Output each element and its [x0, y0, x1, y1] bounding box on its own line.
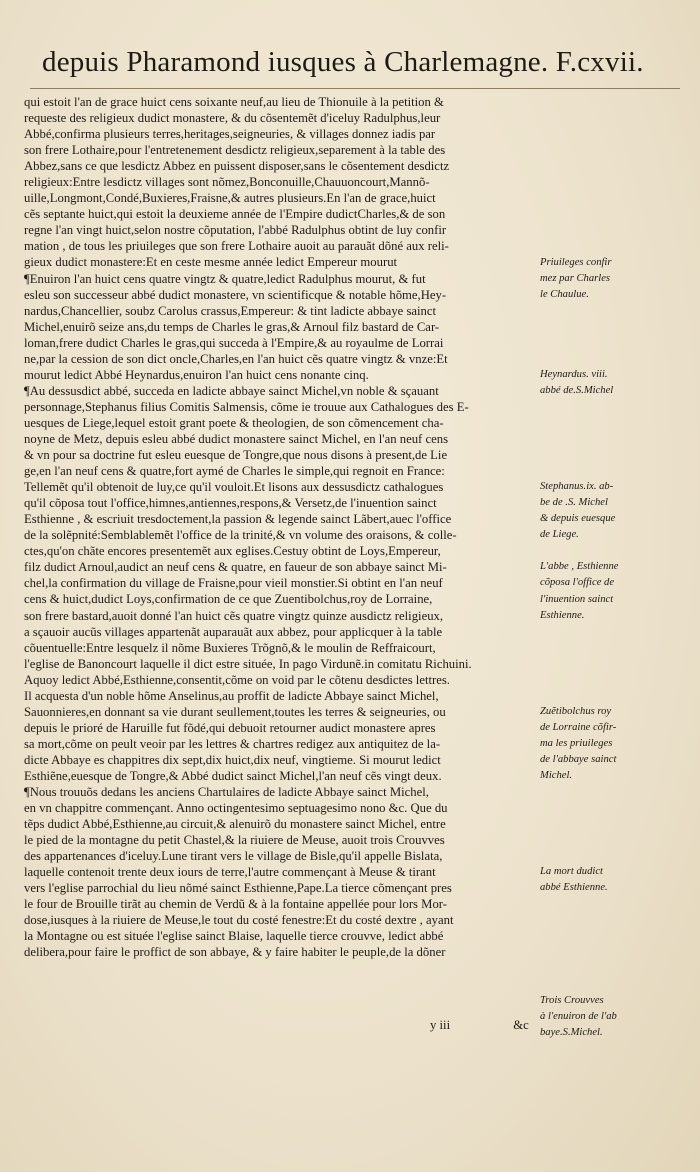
text-line: son frere Lothaire,pour l'entretenement desdictz religieux,separement à la table des — [24, 143, 446, 158]
text-line: loman,frere dudict Charles le gras,qui succeda à l'Empire,& au royaulme de Lorrai — [24, 335, 444, 350]
catchword: &c — [513, 1018, 529, 1032]
text-line: ne,par la cession de son dict oncle,Charles,en l'an huict cẽs quatre vingtz & vnze:Et — [24, 351, 448, 366]
margin-note-line: abbé Esthienne. — [540, 882, 608, 894]
text-line: dose,iusques à la riuiere de Meuse,le tout du costé fenestre:Et du costé dextre , ayant — [24, 913, 454, 928]
text-line: Abbé,confirma plusieurs terres,heritages,seigneuries, & villages donnez iadis par — [24, 127, 436, 142]
text-line: chel,la confirmation du village de Fraisne,pour vieil monstier.Si obtint en l'an neuf — [24, 576, 443, 591]
margin-note-line: Stephanus.ix. ab- — [540, 481, 614, 493]
note-office — [540, 559, 696, 623]
text-line: son frere bastard,auoit donné l'an huict cẽs quatre vingtz quinze ausdictz religieux, — [24, 608, 444, 623]
margin-note-line: cõposa l'office de — [540, 577, 615, 589]
text-line: tẽps dudict Abbé,Esthienne,au circuit,& alenuirõ du monastere sainct Michel, entre — [24, 817, 446, 832]
text-line: Tellemẽt qu'il obtenoit de luy,ce qu'il vouloit.Et lisons aux dessusdictz cathalogues — [24, 480, 444, 495]
margin-note-line: La mort dudict — [540, 866, 603, 878]
text-line: personnage,Stephanus filius Comitis Salmensis, cõme ie trouue aux Cathalogues des E- — [24, 399, 469, 414]
note-mort — [540, 864, 696, 896]
text-line: noyne de Metz, depuis esleu abbé dudict monastere sainct Michel, en l'an neuf cens — [24, 431, 449, 446]
text-line: ¶Au dessusdict abbé, succeda en ladicte abbaye sainct Michel,vn noble & sçauant — [24, 383, 439, 398]
margin-note-line: abbé de.S.Michel — [540, 384, 614, 396]
text-line: religieux:Entre lesdictz villages sont nõmez,Bonconuille,Chauuoncourt,Mannõ- — [24, 175, 430, 190]
text-line: ctes,qu'on chãte encores presentemẽt aux eglises.Cestuy obtint de Loys,Empereur, — [24, 544, 441, 559]
text-line: des appartenances d'iceluy.Lune tirant vers le village de Bisle,qu'il appelle Bislata, — [24, 849, 443, 864]
text-line: cẽs septante huict,qui estoit la deuxieme année de l'Empire dudictCharles,& de son — [24, 207, 446, 222]
text-line: ¶Nous trouuõs dedans les anciens Chartulaires de ladicte Abbaye sainct Michel, — [24, 785, 429, 800]
margin-note-line: Priuileges confir — [540, 256, 612, 268]
margin-note-line: Heynardus. viii. — [540, 368, 608, 380]
text-line: filz dudict Arnoul,audict an neuf cens & quatre, en faueur de son abbaye sainct Mi- — [24, 560, 447, 575]
text-line: cõuentuelle:Entre lesquelz il nõme Buxieres Trõgnõ,& le moulin de Reffraicourt, — [24, 640, 436, 655]
margin-note-line: L'abbe , Esthienne — [540, 561, 619, 573]
text-line: en vn chappitre commençant. Anno octingentesimo septuagesimo nono &c. Que du — [24, 801, 448, 816]
text-line: ¶Enuiron l'an huict cens quatre vingtz & quatre,ledict Radulphus mourut, & fut — [24, 271, 426, 286]
text-line: qu'il cõposa tout l'office,himnes,antiennes,respons,& Versetz,de l'inuention sainct — [24, 496, 437, 511]
margin-note-line: Zuẽtibolchus roy — [540, 705, 612, 717]
margin-note-line: Trois Crouvves — [540, 994, 604, 1006]
text-line: le pied de la montagne du petit Chastel,& la riuiere de Meuse, auoit trois Crouvves — [24, 833, 445, 848]
text-line: Esthiẽne,euesque de Tongre,& Abbé dudict sainct Michel,l'an neuf cẽs vingt deux. — [24, 768, 442, 783]
margin-note-line: mez par Charles — [540, 272, 611, 284]
text-line: esleu son successeur abbé dudict monastere, vn scientificque & notable hõme,Hey- — [24, 287, 447, 302]
margin-note-line: de Liege. — [540, 529, 579, 541]
text-line: vers l'eglise parrochial du lieu nõmé sainct Esthienne,Pape.La tierce cõmençant pres — [24, 881, 452, 896]
text-line: mation , de tous les priuileges que son frere Lothaire auoit au parauãt dõné aux reli- — [24, 239, 449, 254]
text-line: cens & huict,dudict Loys,confirmation de ce que Zuentibolchus,roy de Lorraine, — [24, 592, 433, 607]
text-line: requeste des religieux dudict monastere, & du cõsentemẽt d'iceluy Radulphus,leur — [24, 111, 441, 126]
text-line: le four de Brouille tirãt au chemin de Verdũ & à la fontaine appellée pour lors Mor- — [24, 897, 447, 912]
running-header: depuis Pharamond iusques à Charlemagne. F.cxvii. — [42, 46, 644, 78]
text-line: regne l'an vingt huict,selon nostre cõputation, l'abbé Radulphus obtint de luy confir — [24, 223, 447, 238]
text-line: dicte Abbaye es chappitres dix sept,dix huict,dix neuf, vingtieme. Si mourut ledict — [24, 752, 441, 767]
text-line: l'eglise de Banoncourt laquelle il dict estre située, In pago Virdunẽ.in comitatu Richuini. — [24, 656, 472, 671]
text-line: Aquoy ledict Abbé,Esthienne,consentit,cõme on void par le cõtenu desdictes lettres. — [24, 672, 450, 687]
note-heynardus — [540, 367, 696, 399]
text-line: delibera,pour faire le proffict de son abbaye, & y faire habiter le peuple,de la dõner — [24, 945, 446, 960]
text-line: a sçauoir aucũs villages appartenãt auparauãt aux abbez, pour applicquer à la table — [24, 624, 443, 639]
note-crouvves — [540, 993, 696, 1041]
text-line: uille,Longmont,Condé,Buxieres,Fraisne,& autres plusieurs.En l'an de grace,huict — [24, 191, 436, 206]
text-line: ge,en l'an neuf cens & quatre,fort aymé de Charles le simple,qui regnoit en France: — [24, 464, 445, 479]
note-zuentibolchus — [540, 704, 696, 784]
text-line: mourut ledict Abbé Heynardus,enuiron l'an huict cens nonante cinq. — [24, 367, 369, 382]
text-line: depuis le prioré de Haruille fut fõdé,qui debuoit retourner audict monastere apres — [24, 720, 436, 735]
signature-mark: y iii — [430, 1018, 451, 1032]
note-privileges — [540, 255, 696, 303]
text-line: Esthienne , & escriuit tresdoctement,la passion & legende sainct Lãbert,auec l'office — [24, 512, 452, 527]
body-text — [24, 94, 540, 961]
text-line: laquelle contenoit trente deux iours de terre,l'autre commençant à Meuse & tirant — [24, 865, 436, 880]
text-line: Abbez,sans ce que lesdictz Abbez en puissent disposer,sans le cõsentement desdictz — [24, 159, 450, 174]
text-line: uesques de Liege,lequel estoit grant poete & theologien, de son cõmencement cha- — [24, 415, 444, 430]
text-line: Michel,enuirõ seize ans,du temps de Charles le gras,& Arnoul filz bastard de Car- — [24, 319, 440, 334]
text-line: & vn pour sa doctrine fut esleu euesque de Tongre,que nous disons à present,de Lie — [24, 448, 448, 463]
margin-note-line: Esthienne. — [540, 609, 585, 621]
margin-note-line: de Lorraine cõfir- — [540, 721, 617, 733]
text-line: gieux dudict monastere:Et en ceste mesme année ledict Empereur mourut — [24, 255, 398, 270]
margin-note-line: à l'enuiron de l'ab — [540, 1010, 617, 1022]
margin-note-line: de l'abbaye sainct — [540, 754, 617, 766]
text-line: Il acquesta d'un noble hõme Anselinus,au proffit de ladicte Abbaye sainct Michel, — [24, 688, 439, 703]
text-line: Sauonnieres,en donnant sa vie durant seullement,toutes les terres & seigneuries, ou — [24, 704, 446, 719]
text-line: la Montagne ou est située l'eglise sainct Blaise, laquelle tierce crouvve, ledict abbé — [24, 929, 444, 944]
margin-note-line: be de .S. Michel — [540, 497, 608, 509]
text-line: nardus,Chancellier, soubz Carolus crassus,Empereur: & tint ladicte abbaye sainct — [24, 303, 437, 318]
margin-note-line: baye.S.Michel. — [540, 1026, 603, 1038]
header-rule — [30, 88, 680, 89]
text-line: qui estoit l'an de grace huict cens soixante neuf,au lieu de Thionuile à la petition & — [24, 95, 444, 109]
page-footer — [430, 1018, 550, 1033]
margin-note-line: Michel. — [540, 770, 573, 782]
margin-note-line: & depuis euesque — [540, 513, 616, 525]
margin-note-line: ma les priuileges — [540, 737, 613, 749]
text-line: sa mort,cõme on peult veoir par les lettres & chartres redigez aux antiquitez de la- — [24, 736, 441, 751]
margin-note-line: l'inuention sainct — [540, 593, 614, 605]
note-stephanus — [540, 479, 696, 543]
text-line: de la solẽpnité:Semblablemẽt l'office de la trinité,& vn volume des oraisons, & colle- — [24, 528, 457, 543]
margin-note-line: le Chaulue. — [540, 288, 589, 300]
